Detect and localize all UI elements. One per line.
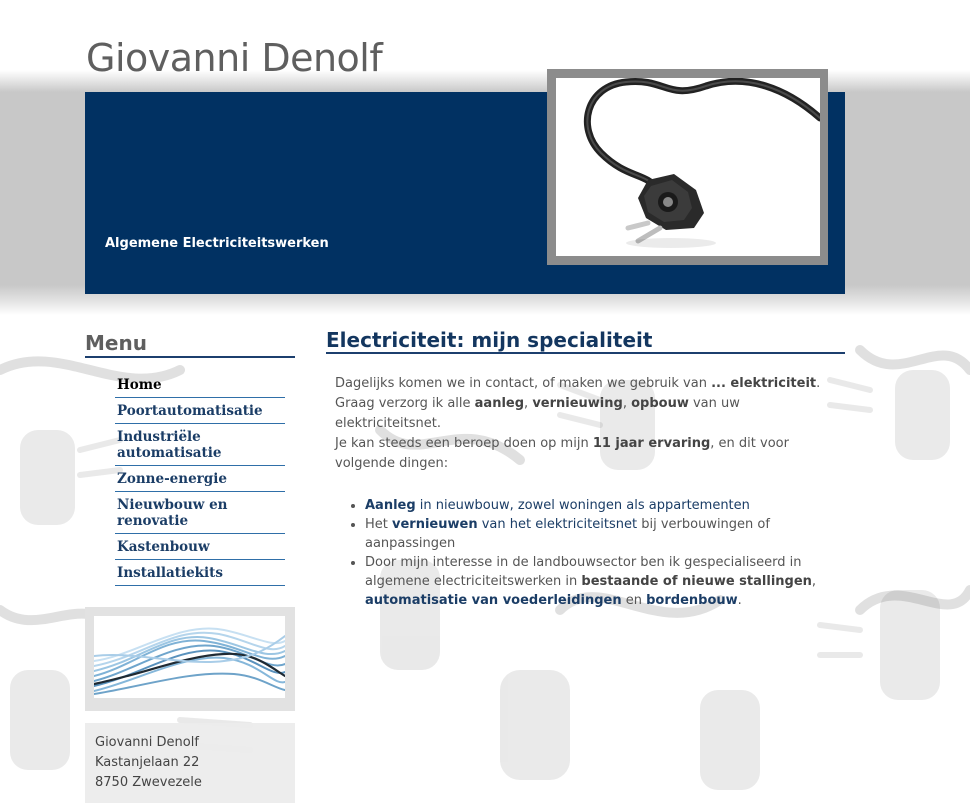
- cables-graphic: [94, 616, 285, 698]
- bullet-sep: ,: [811, 574, 817, 589]
- bullet-mid: van het elektriciteitsnet: [477, 517, 638, 532]
- bullet-strong: bestaande of nieuwe stallingen: [581, 574, 812, 589]
- intro-bold-elektriciteit: ... elektriciteit: [711, 376, 817, 391]
- bullet-strong-3: bordenbouw: [646, 593, 738, 608]
- services-list: [335, 496, 835, 610]
- nav-item-zonne-energie[interactable]: Zonne-energie: [115, 466, 285, 492]
- sidebar-cables-image: [94, 616, 285, 698]
- intro-text-6: Je kan steeds een beroep doen op mijn: [335, 436, 593, 451]
- hero-plug-photo: [556, 78, 820, 256]
- bullet-text: Door mijn interesse in de landbouwsector ben ik gespecialiseerd in algemene electriciteitswerken in: [365, 555, 802, 589]
- nav-item-nieuwbouw-renovatie[interactable]: Nieuwbouw en renovatie: [115, 492, 285, 534]
- site-title[interactable]: Giovanni Denolf: [86, 36, 383, 80]
- bullet-strong: vernieuwen: [392, 517, 478, 532]
- intro-text-5: van uw elektriciteitsnet.: [335, 396, 740, 431]
- bullet-strong: Aanleg: [365, 498, 416, 513]
- nav-item-industriele-automatisatie[interactable]: Industriële automatisatie: [115, 424, 285, 466]
- bullet-and: en: [621, 593, 647, 608]
- address-street: Kastanjelaan 22: [95, 755, 200, 770]
- intro-text-4: ,: [622, 396, 632, 411]
- intro-text-7: , en dit voor volgende dingen:: [335, 436, 789, 471]
- list-item: [365, 515, 835, 553]
- nav-item-home[interactable]: Home: [115, 372, 285, 398]
- address-block: [85, 723, 295, 803]
- power-plug-image: [556, 78, 820, 256]
- intro-bold-opbouw: opbouw: [631, 396, 689, 411]
- intro-bold-ervaring: 11 jaar ervaring: [592, 436, 711, 451]
- bullet-pre: Het: [365, 517, 393, 532]
- list-item: [365, 496, 835, 515]
- site-tagline: Algemene Electriciteitswerken: [105, 236, 329, 251]
- intro-text-2: . Graag verzorg ik alle: [335, 376, 821, 411]
- intro-text-1: Dagelijks komen we in contact, of maken we gebruik van: [335, 376, 712, 391]
- sidebar-nav: [115, 372, 285, 586]
- intro-bold-aanleg: aanleg: [474, 396, 525, 411]
- address-name: Giovanni Denolf: [95, 735, 199, 750]
- intro-text-3: ,: [524, 396, 533, 411]
- menu-title: Menu: [85, 330, 295, 358]
- nav-item-kastenbouw[interactable]: Kastenbouw: [115, 534, 285, 560]
- list-item: [365, 553, 835, 610]
- bullet-text: in nieuwbouw, zowel woningen als appartementen: [415, 498, 750, 513]
- bullet-text: bij verbouwingen of aanpassingen: [365, 517, 770, 551]
- nav-item-installatiekits[interactable]: Installatiekits: [115, 560, 285, 586]
- intro-bold-vernieuwing: vernieuwing: [532, 396, 623, 411]
- intro-paragraph: [335, 374, 835, 474]
- bullet-strong-2: automatisatie van voederleidingen: [365, 593, 622, 608]
- bullet-end: .: [737, 593, 742, 608]
- nav-item-poortautomatisatie[interactable]: Poortautomatisatie: [115, 398, 285, 424]
- page-title: Electriciteit: mijn specialiteit: [326, 328, 845, 354]
- address-city: 8750 Zwevezele: [95, 775, 202, 790]
- main-content: [335, 374, 835, 610]
